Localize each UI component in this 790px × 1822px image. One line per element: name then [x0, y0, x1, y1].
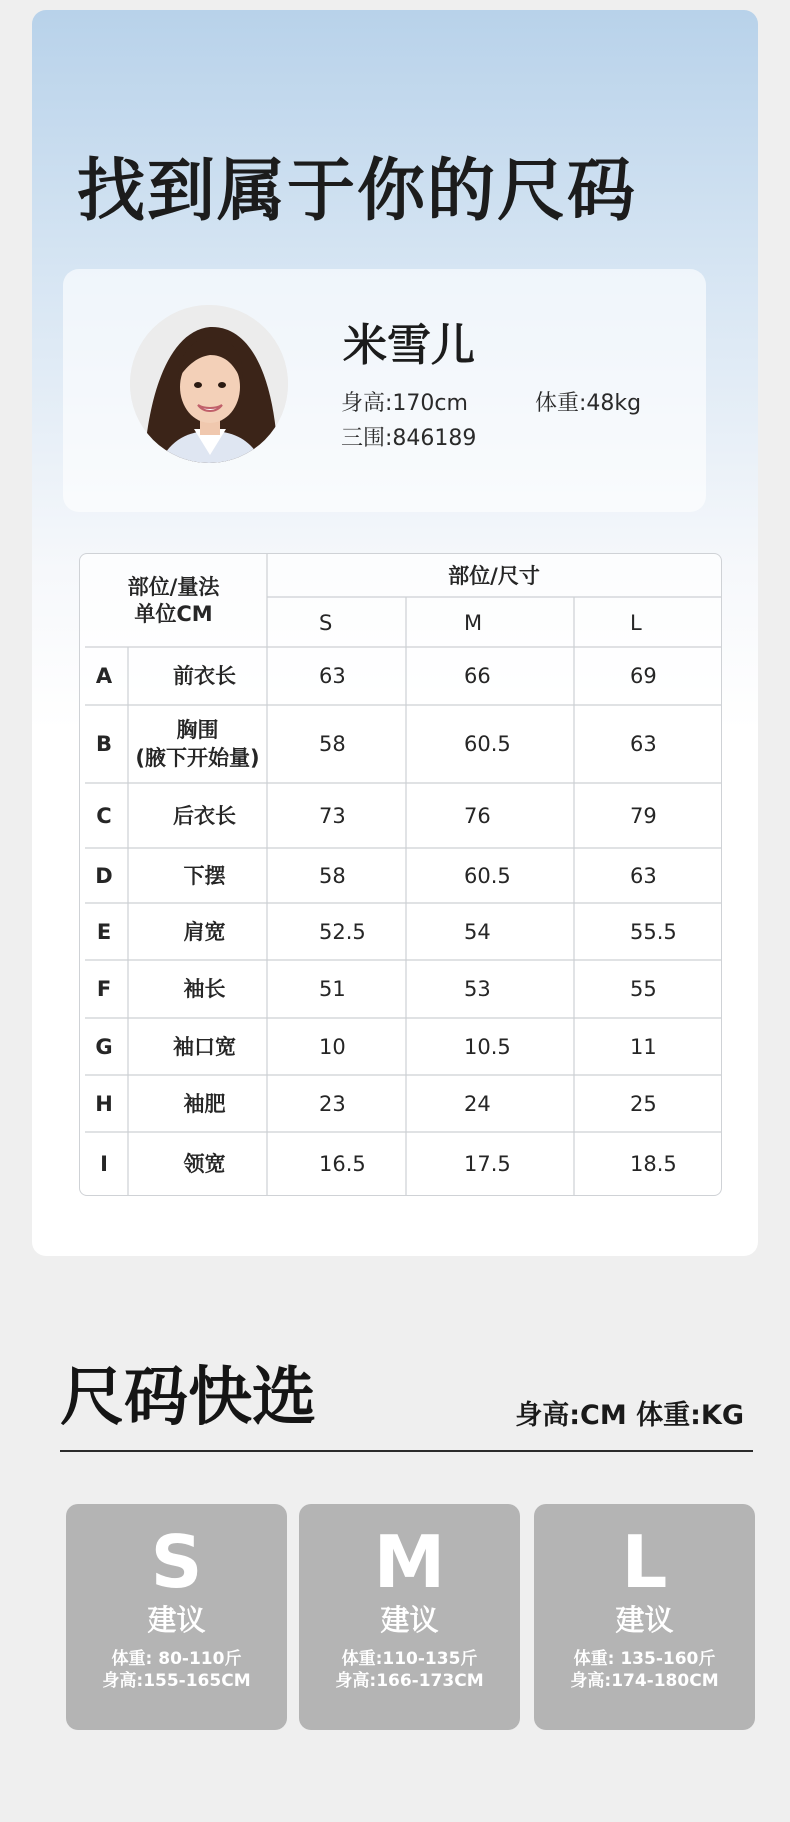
table-group-header: 部位/尺寸: [448, 564, 540, 588]
table-cell-value: 24: [464, 1091, 491, 1116]
table-row-code: H: [95, 1091, 113, 1116]
table-row-part: 领宽: [183, 1151, 226, 1176]
table-cell-value: 69: [630, 664, 657, 688]
model-height: 身高:170cm: [341, 391, 468, 416]
table-cell-value: 76: [464, 803, 491, 828]
table-cell-value: 10: [319, 1034, 346, 1059]
table-cell-value: 53: [464, 977, 491, 1001]
quick-select-title: 尺码快选: [60, 1361, 316, 1435]
table-size-column-label: S: [319, 611, 333, 635]
table-cell-value: 51: [319, 977, 346, 1001]
size-weight-range: 体重: 80-110斤: [111, 1649, 242, 1669]
table-cell-value: 10.5: [464, 1034, 511, 1059]
table-cell-value: 11: [630, 1034, 657, 1059]
table-cell-value: 52.5: [319, 919, 366, 944]
size-chart-table: [79, 553, 722, 1196]
table-cell-value: 18.5: [630, 1151, 677, 1176]
size-advice-label: 建议: [380, 1603, 439, 1637]
table-unit-label: 单位CM: [134, 602, 213, 626]
table-row-code: F: [96, 977, 112, 1001]
table-row-code: G: [95, 1034, 113, 1059]
table-row-code: E: [96, 919, 112, 944]
table-row-part: 胸围: [176, 718, 219, 742]
page-title: 找到属于你的尺码: [77, 152, 638, 231]
size-weight-range: 体重: 135-160斤: [573, 1649, 716, 1669]
size-advice-label: 建议: [147, 1603, 206, 1637]
table-row-part-note: (腋下开始量): [135, 746, 260, 770]
table-cell-value: 25: [630, 1091, 657, 1116]
size-height-range: 身高:174-180CM: [570, 1671, 719, 1691]
size-card-l[interactable]: [534, 1504, 755, 1730]
table-row-code: A: [95, 664, 113, 688]
table-cell-value: 79: [630, 803, 657, 828]
table-row-part: 前衣长: [173, 664, 236, 688]
table-cell-value: 66: [464, 664, 491, 688]
table-cell-value: 23: [319, 1091, 346, 1116]
size-letter: L: [621, 1520, 668, 1604]
model-measurements: 三围:846189: [341, 426, 477, 451]
table-cell-value: 63: [319, 664, 346, 688]
size-card-m[interactable]: [299, 1504, 520, 1730]
table-row-part: 袖长: [183, 977, 226, 1001]
table-row-code: I: [100, 1151, 108, 1176]
table-row-code: C: [96, 803, 112, 828]
table-cell-value: 54: [464, 919, 491, 944]
table-cell-value: 17.5: [464, 1151, 511, 1176]
table-cell-value: 60.5: [464, 732, 511, 756]
size-weight-range: 体重:110-135斤: [341, 1649, 478, 1669]
table-cell-value: 55.5: [630, 919, 677, 944]
table-cell-value: 63: [630, 732, 657, 756]
table-corner-label: 部位/量法: [127, 575, 220, 599]
size-letter: S: [150, 1520, 203, 1604]
section-divider: [60, 1450, 753, 1452]
table-size-column-label: M: [464, 611, 483, 635]
table-row-part: 后衣长: [173, 803, 236, 828]
table-row-code: B: [95, 732, 112, 756]
size-advice-label: 建议: [615, 1603, 674, 1637]
model-weight: 体重:48kg: [535, 391, 642, 416]
unit-note: 身高:CM 体重:KG: [515, 1400, 744, 1431]
size-letter: M: [373, 1520, 446, 1604]
table-row-part: 肩宽: [183, 919, 226, 944]
table-row-part: 下摆: [183, 863, 226, 888]
table-cell-value: 16.5: [319, 1151, 366, 1176]
table-row-code: D: [95, 863, 113, 888]
table-cell-value: 58: [319, 732, 346, 756]
size-height-range: 身高:155-165CM: [102, 1671, 251, 1691]
size-height-range: 身高:166-173CM: [335, 1671, 484, 1691]
table-cell-value: 60.5: [464, 863, 511, 888]
table-row-part: 袖口宽: [173, 1034, 236, 1059]
model-avatar: [130, 305, 288, 463]
model-name: 米雪儿: [343, 320, 475, 371]
table-row-part: 袖肥: [183, 1091, 226, 1116]
table-cell-value: 63: [630, 863, 657, 888]
table-cell-value: 55: [630, 977, 657, 1001]
model-portrait-image: [130, 305, 288, 463]
size-card-s[interactable]: [66, 1504, 287, 1730]
table-cell-value: 58: [319, 863, 346, 888]
table-size-column-label: L: [630, 611, 642, 635]
table-cell-value: 73: [319, 803, 346, 828]
